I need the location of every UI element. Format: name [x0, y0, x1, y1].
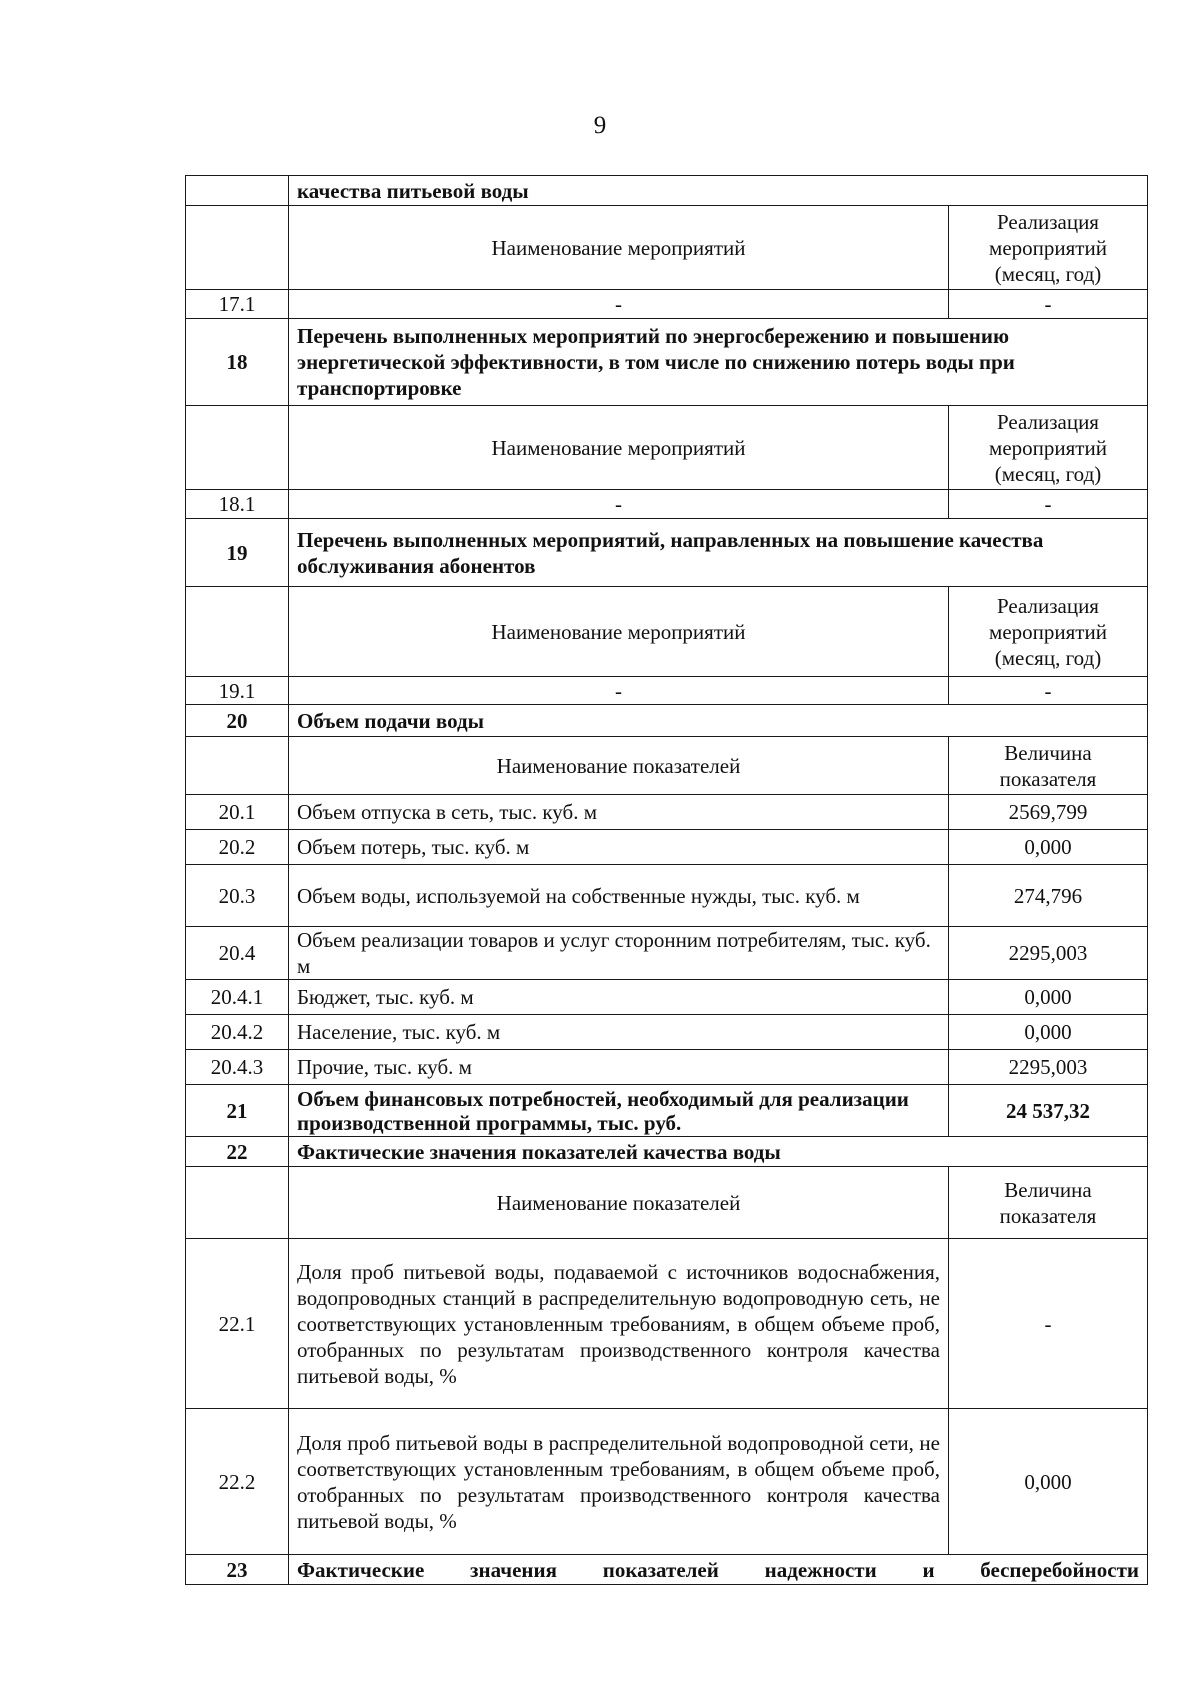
table-row — [186, 795, 1148, 830]
row-number-cell: 22 — [186, 1137, 289, 1167]
row-number-cell: 20.3 — [186, 865, 289, 927]
row-name-cell: Объем отпуска в сеть, тыс. куб. м — [289, 795, 949, 830]
row-name-cell: Объем потерь, тыс. куб. м — [289, 830, 949, 865]
row-number-cell: 20.4.2 — [186, 1015, 289, 1050]
row-number-cell: 20.4.3 — [186, 1050, 289, 1085]
row-number-cell: 17.1 — [186, 290, 289, 319]
table-row — [186, 406, 1148, 490]
row-number-cell: 22.2 — [186, 1409, 289, 1555]
section-title: качества питьевой воды — [289, 176, 1148, 206]
table-row — [186, 206, 1148, 290]
table-row — [186, 290, 1148, 319]
row-name-cell: Бюджет, тыс. куб. м — [289, 980, 949, 1015]
row-number-cell: 20.2 — [186, 830, 289, 865]
row-value-cell: 274,796 — [949, 865, 1148, 927]
table-row — [186, 830, 1148, 865]
section-title: Фактические значения показателей надежности и бесперебойности — [289, 1555, 1148, 1585]
column-header-value: Реализация мероприятий (месяц, год) — [949, 406, 1148, 490]
row-name-cell: Доля проб питьевой воды в распределительной водопроводной сети, не соответствующих установленным требованиям, в общем объеме проб, отобранных по результатам производственного контроля качества питьевой воды, % — [289, 1409, 949, 1555]
row-number-cell — [186, 206, 289, 290]
row-number-cell: 19.1 — [186, 677, 289, 705]
row-number-cell — [186, 1167, 289, 1239]
row-name-cell: Объем воды, используемой на собственные нужды, тыс. куб. м — [289, 865, 949, 927]
table-row — [186, 927, 1148, 980]
column-header-value: Реализация мероприятий (месяц, год) — [949, 587, 1148, 677]
row-value-cell: 0,000 — [949, 1015, 1148, 1050]
row-number-cell: 18.1 — [186, 490, 289, 519]
row-number-cell: 23 — [186, 1555, 289, 1585]
row-value-cell: 0,000 — [949, 1409, 1148, 1555]
table-row — [186, 319, 1148, 406]
column-header-value: Величина показателя — [949, 1167, 1148, 1239]
table-row — [186, 1137, 1148, 1167]
column-header-value: Реализация мероприятий (месяц, год) — [949, 206, 1148, 290]
row-number-cell — [186, 406, 289, 490]
row-value-cell: 24 537,32 — [949, 1085, 1148, 1137]
row-value-cell: 2569,799 — [949, 795, 1148, 830]
row-name-cell: - — [289, 490, 949, 519]
section-title: Фактические значения показателей качества воды — [289, 1137, 1148, 1167]
row-value-cell: 0,000 — [949, 980, 1148, 1015]
row-number-cell: 20.1 — [186, 795, 289, 830]
row-name-cell: Объем реализации товаров и услуг сторонним потребителям, тыс. куб. м — [289, 927, 949, 980]
table-row — [186, 677, 1148, 705]
production-program-table — [185, 175, 1148, 1585]
row-number-cell: 22.1 — [186, 1239, 289, 1409]
row-name-cell: Объем финансовых потребностей, необходимый для реализации производственной программы, тыс. руб. — [289, 1085, 949, 1137]
row-number-cell: 20 — [186, 705, 289, 737]
column-header-name: Наименование мероприятий — [289, 587, 949, 677]
column-header-name: Наименование мероприятий — [289, 406, 949, 490]
row-name-cell: - — [289, 677, 949, 705]
row-value-cell: - — [949, 1239, 1148, 1409]
table-row — [186, 1015, 1148, 1050]
table-row — [186, 1555, 1148, 1585]
table-row — [186, 1085, 1148, 1137]
row-value-cell: 0,000 — [949, 830, 1148, 865]
row-name-cell: Население, тыс. куб. м — [289, 1015, 949, 1050]
row-number-cell: 20.4.1 — [186, 980, 289, 1015]
table-row — [186, 1409, 1148, 1555]
row-number-cell: 21 — [186, 1085, 289, 1137]
row-name-cell: Прочие, тыс. куб. м — [289, 1050, 949, 1085]
table-row — [186, 1167, 1148, 1239]
column-header-name: Наименование показателей — [289, 1167, 949, 1239]
column-header-value: Величина показателя — [949, 737, 1148, 795]
row-number-cell — [186, 587, 289, 677]
table-row — [186, 519, 1148, 587]
row-value-cell: 2295,003 — [949, 1050, 1148, 1085]
table-row — [186, 737, 1148, 795]
row-name-cell: - — [289, 290, 949, 319]
table-row — [186, 1239, 1148, 1409]
row-value-cell: 2295,003 — [949, 927, 1148, 980]
section-title: Перечень выполненных мероприятий по энергосбережению и повышению энергетической эффективности, в том числе по снижению потерь воды при транспортировке — [289, 319, 1148, 406]
column-header-name: Наименование показателей — [289, 737, 949, 795]
table-row — [186, 865, 1148, 927]
table-row — [186, 980, 1148, 1015]
row-value-cell: - — [949, 290, 1148, 319]
column-header-name: Наименование мероприятий — [289, 206, 949, 290]
section-title: Объем подачи воды — [289, 705, 1148, 737]
row-value-cell: - — [949, 490, 1148, 519]
row-number-cell: 18 — [186, 319, 289, 406]
row-name-cell: Доля проб питьевой воды, подаваемой с источников водоснабжения, водопроводных станций в распределительную водопроводную сеть, не соответствующих установленным требованиям, в общем объеме проб, отобранных по результатам производственного контроля качества питьевой воды, % — [289, 1239, 949, 1409]
table-row — [186, 705, 1148, 737]
table-row — [186, 490, 1148, 519]
row-number-cell: 19 — [186, 519, 289, 587]
table-row — [186, 587, 1148, 677]
row-number-cell — [186, 737, 289, 795]
page-number: 9 — [593, 112, 607, 139]
row-number-cell: 20.4 — [186, 927, 289, 980]
row-number-cell — [186, 176, 289, 206]
table-row — [186, 176, 1148, 206]
table-row — [186, 1050, 1148, 1085]
row-value-cell: - — [949, 677, 1148, 705]
section-title: Перечень выполненных мероприятий, направленных на повышение качества обслуживания абонентов — [289, 519, 1148, 587]
